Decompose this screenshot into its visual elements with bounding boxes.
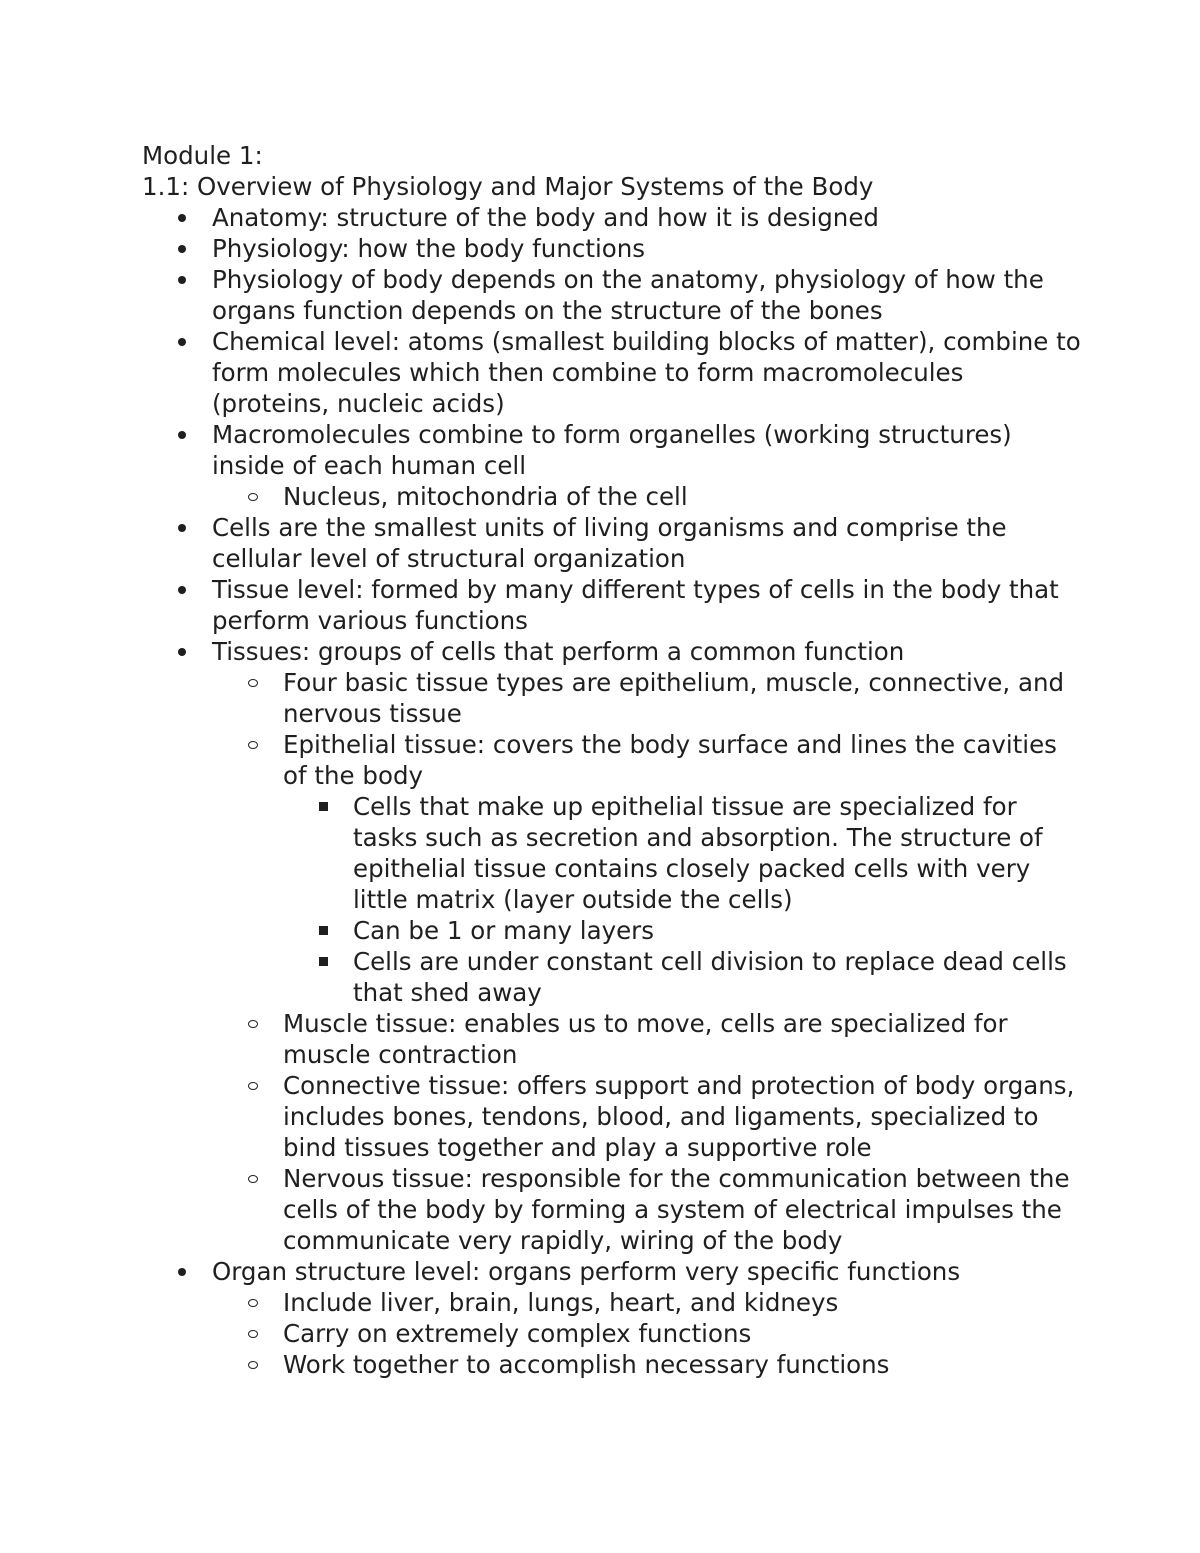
list-item [142, 326, 1082, 419]
hollow-circle-bullet-icon [246, 1008, 260, 1039]
filled-circle-bullet-icon [175, 264, 189, 295]
list-item [142, 1070, 1082, 1163]
list-item-text: Chemical level: atoms (smallest building blocks of matter), combine to form molecules which then combine to form macromolecules (proteins, nucleic acids) [212, 327, 1081, 418]
list-item-text: Include liver, brain, lungs, heart, and kidneys [283, 1288, 839, 1317]
filled-circle-bullet-icon [175, 636, 189, 667]
list-item [142, 667, 1082, 729]
filled-circle-bullet-icon [175, 326, 189, 357]
list-item-text: Tissues: groups of cells that perform a common function [212, 637, 905, 666]
list-item-text: Cells that make up epithelial tissue are specialized for tasks such as secretion and absorption. The structure of epithelial tissue contains closely packed cells with very little matrix (layer outside the cells) [353, 792, 1043, 914]
list-item-text: Muscle tissue: enables us to move, cells are specialized for muscle contraction [283, 1009, 1008, 1069]
notes-list [142, 202, 1082, 1380]
list-item [142, 1008, 1082, 1070]
list-item [142, 946, 1082, 1008]
hollow-circle-bullet-icon [246, 729, 260, 760]
list-item [142, 1287, 1082, 1318]
hollow-circle-bullet-icon [246, 1349, 260, 1380]
list-item [142, 512, 1082, 574]
list-item-text: Organ structure level: organs perform very specific functions [212, 1257, 961, 1286]
filled-circle-bullet-icon [175, 1256, 189, 1287]
filled-square-bullet-icon [316, 791, 330, 822]
list-item [142, 233, 1082, 264]
list-item-text: Can be 1 or many layers [353, 916, 654, 945]
hollow-circle-bullet-icon [246, 667, 260, 698]
hollow-circle-bullet-icon [246, 481, 260, 512]
list-item [142, 1349, 1082, 1380]
filled-circle-bullet-icon [175, 419, 189, 450]
list-item-text: Nervous tissue: responsible for the communication between the cells of the body by forming a system of electrical impulses the communicate very rapidly, wiring of the body [283, 1164, 1070, 1255]
module-title: Module 1: [142, 141, 263, 170]
list-item [142, 636, 1082, 667]
list-item-text: Anatomy: structure of the body and how it is designed [212, 203, 879, 232]
list-item [142, 264, 1082, 326]
list-item-text: Work together to accomplish necessary functions [283, 1350, 890, 1379]
list-item-text: Tissue level: formed by many different types of cells in the body that perform various functions [212, 575, 1059, 635]
list-item-text: Macromolecules combine to form organelles (working structures) inside of each human cell [212, 420, 1012, 480]
filled-square-bullet-icon [316, 915, 330, 946]
filled-square-bullet-icon [316, 946, 330, 977]
list-item [142, 729, 1082, 791]
filled-circle-bullet-icon [175, 512, 189, 543]
list-item [142, 202, 1082, 233]
list-item [142, 481, 1082, 512]
document-page [142, 140, 1082, 1380]
hollow-circle-bullet-icon [246, 1287, 260, 1318]
list-item-text: Epithelial tissue: covers the body surface and lines the cavities of the body [283, 730, 1057, 790]
list-item-text: Physiology: how the body functions [212, 234, 646, 263]
list-item [142, 419, 1082, 481]
section-title: 1.1: Overview of Physiology and Major Systems of the Body [142, 172, 874, 201]
filled-circle-bullet-icon [175, 574, 189, 605]
list-item-text: Cells are under constant cell division to replace dead cells that shed away [353, 947, 1067, 1007]
hollow-circle-bullet-icon [246, 1163, 260, 1194]
list-item [142, 1318, 1082, 1349]
list-item-text: Physiology of body depends on the anatomy, physiology of how the organs function depends on the structure of the bones [212, 265, 1044, 325]
filled-circle-bullet-icon [175, 233, 189, 264]
list-item-text: Carry on extremely complex functions [283, 1319, 752, 1348]
hollow-circle-bullet-icon [246, 1318, 260, 1349]
list-item-text: Nucleus, mitochondria of the cell [283, 482, 688, 511]
list-item-text: Four basic tissue types are epithelium, muscle, connective, and nervous tissue [283, 668, 1065, 728]
list-item [142, 1163, 1082, 1256]
list-item [142, 791, 1082, 915]
list-item [142, 574, 1082, 636]
list-item [142, 1256, 1082, 1287]
hollow-circle-bullet-icon [246, 1070, 260, 1101]
list-item-text: Cells are the smallest units of living organisms and comprise the cellular level of structural organization [212, 513, 1007, 573]
list-item [142, 915, 1082, 946]
filled-circle-bullet-icon [175, 202, 189, 233]
list-item-text: Connective tissue: offers support and protection of body organs, includes bones, tendons, blood, and ligaments, specialized to bind tissues together and play a supportive role [283, 1071, 1075, 1162]
